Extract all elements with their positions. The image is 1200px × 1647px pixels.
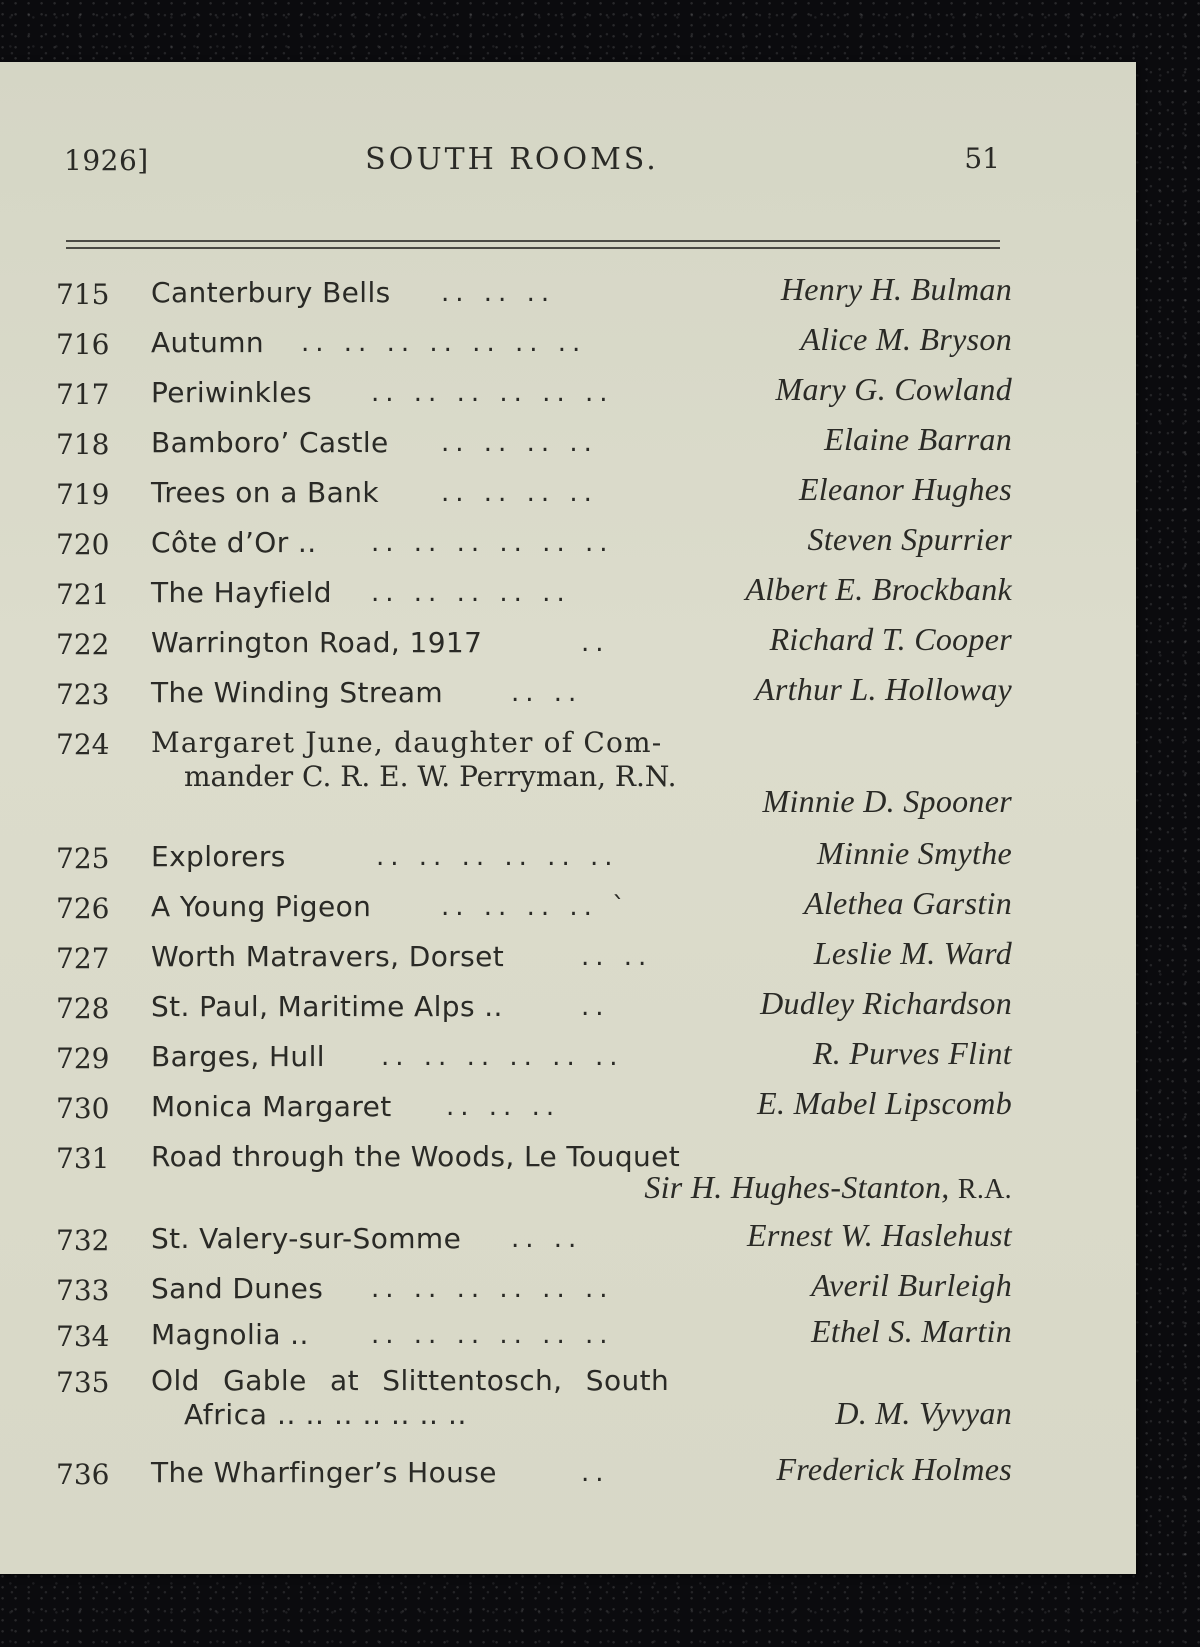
entry-title: St. Paul, Maritime Alps .. xyxy=(151,990,503,1023)
entry-number: 726 xyxy=(56,892,110,925)
entry-artist: Richard T. Cooper xyxy=(769,621,1012,657)
entry-number: 732 xyxy=(56,1224,110,1257)
dot-leader: .. .. xyxy=(511,1224,583,1254)
entry-artist: Dudley Richardson xyxy=(760,985,1012,1021)
dot-leader: .. .. .. .. .. .. xyxy=(371,1320,614,1350)
entry-number: 724 xyxy=(56,728,110,761)
entry-718 xyxy=(56,421,1012,476)
dot-leader: .. .. .. .. .. .. xyxy=(376,842,619,872)
entry-title: Autumn xyxy=(151,326,265,359)
dot-leader: .. .. .. xyxy=(446,1092,561,1122)
entry-title-continued: mander C. R. E. W. Perryman, R.N. xyxy=(184,760,677,793)
entry-artist: R. Purves Flint xyxy=(812,1035,1012,1071)
entry-artist: Alethea Garstin xyxy=(803,885,1012,921)
entry-number: 734 xyxy=(56,1320,110,1353)
entry-artist: Minnie D. Spooner xyxy=(762,783,1012,819)
entry-title: St. Valery-sur-Somme xyxy=(151,1222,462,1255)
dot-leader: .. .. xyxy=(511,678,583,708)
entry-number: 715 xyxy=(56,278,110,311)
entry-number: 725 xyxy=(56,842,110,875)
entry-736 xyxy=(56,1451,1012,1506)
entry-721 xyxy=(56,571,1012,626)
entry-title: The Hayfield xyxy=(151,576,332,609)
entry-title: Trees on a Bank xyxy=(151,476,379,509)
entry-number: 731 xyxy=(56,1142,110,1175)
entry-title-continued: Africa .. .. .. .. .. .. .. xyxy=(184,1398,467,1431)
entry-729 xyxy=(56,1035,1012,1090)
entry-title: Periwinkles xyxy=(151,376,313,409)
header-double-rule xyxy=(66,240,1000,249)
entry-artist: Frederick Holmes xyxy=(776,1451,1012,1487)
entry-artist xyxy=(644,1170,1012,1207)
entry-733 xyxy=(56,1267,1012,1318)
entry-title: Magnolia .. xyxy=(151,1318,309,1351)
entry-title: The Wharfinger’s House xyxy=(151,1456,497,1489)
entry-artist: Mary G. Cowland xyxy=(775,371,1012,407)
catalogue-page xyxy=(0,62,1136,1574)
entry-730 xyxy=(56,1085,1012,1140)
entry-title: The Winding Stream xyxy=(151,676,444,709)
entry-732 xyxy=(56,1217,1012,1272)
entry-719 xyxy=(56,471,1012,526)
dot-leader: .. .. .. .. xyxy=(441,428,598,458)
entry-723 xyxy=(56,671,1012,726)
entry-727 xyxy=(56,935,1012,990)
dot-leader: .. .. .. xyxy=(441,278,556,308)
entry-artist: Alice M. Bryson xyxy=(800,321,1012,357)
entry-734 xyxy=(56,1313,1012,1364)
dot-leader: .. .. xyxy=(581,942,653,972)
entry-number: 722 xyxy=(56,628,110,661)
entry-722 xyxy=(56,621,1012,676)
entry-725 xyxy=(56,835,1012,890)
entry-number: 736 xyxy=(56,1458,110,1491)
entry-number: 733 xyxy=(56,1274,110,1307)
entry-717 xyxy=(56,371,1012,426)
entry-artist: Averil Burleigh xyxy=(811,1267,1012,1303)
entry-title: Old Gable at Slittentosch, South xyxy=(151,1364,670,1397)
entry-title: Barges, Hull xyxy=(151,1040,325,1073)
entry-title: Sand Dunes xyxy=(151,1272,324,1305)
dot-leader: .. xyxy=(581,1458,610,1488)
entry-number: 716 xyxy=(56,328,110,361)
entry-735 xyxy=(56,1364,1012,1456)
entry-728 xyxy=(56,985,1012,1040)
page-number: 51 xyxy=(964,142,1000,175)
entry-720 xyxy=(56,521,1012,576)
entry-artist: Leslie M. Ward xyxy=(813,935,1012,971)
entry-artist: Ernest W. Haslehust xyxy=(747,1217,1012,1253)
dot-leader: .. .. .. .. .. .. xyxy=(371,1274,614,1304)
entry-artist: Ethel S. Martin xyxy=(811,1313,1012,1349)
header-title: SOUTH ROOMS. xyxy=(365,142,659,177)
entry-title: Warrington Road, 1917 xyxy=(151,626,483,659)
entries-list xyxy=(56,271,1012,1506)
entry-artist: D. M. Vyvyan xyxy=(835,1395,1012,1431)
dot-leader: .. .. .. .. ` xyxy=(441,892,632,922)
entry-number: 730 xyxy=(56,1092,110,1125)
entry-artist: Minnie Smythe xyxy=(817,835,1012,871)
entry-number: 721 xyxy=(56,578,110,611)
entry-number: 718 xyxy=(56,428,110,461)
entry-artist: Albert E. Brockbank xyxy=(745,571,1012,607)
entry-731 xyxy=(56,1140,1012,1222)
entry-artist: Eleanor Hughes xyxy=(798,471,1012,507)
entry-724 xyxy=(56,726,1012,840)
entry-number: 728 xyxy=(56,992,110,1025)
entry-715 xyxy=(56,271,1012,326)
dot-leader: .. .. .. .. xyxy=(441,478,598,508)
entry-number: 735 xyxy=(56,1366,110,1399)
page-header xyxy=(64,138,1000,184)
entry-title: Bamboro’ Castle xyxy=(151,426,389,459)
entry-title: Explorers xyxy=(151,840,286,873)
entry-title: Road through the Woods, Le Touquet xyxy=(151,1140,681,1173)
entry-number: 727 xyxy=(56,942,110,975)
entry-artist: Arthur L. Holloway xyxy=(755,671,1012,707)
dot-leader: .. .. .. .. .. xyxy=(371,578,571,608)
entry-artist: E. Mabel Lipscomb xyxy=(757,1085,1012,1121)
entry-number: 729 xyxy=(56,1042,110,1075)
entry-number: 720 xyxy=(56,528,110,561)
entry-726 xyxy=(56,885,1012,940)
dot-leader: .. .. .. .. .. .. xyxy=(381,1042,624,1072)
entry-title: Côte d’Or .. xyxy=(151,526,317,559)
dot-leader: .. xyxy=(581,992,610,1022)
entry-artist: Elaine Barran xyxy=(824,421,1012,457)
entry-title: Worth Matravers, Dorset xyxy=(151,940,505,973)
entry-number: 723 xyxy=(56,678,110,711)
dot-leader: .. .. .. .. .. .. .. xyxy=(301,328,587,358)
entry-artist: Steven Spurrier xyxy=(807,521,1012,557)
entry-title: Margaret June, daughter of Com- xyxy=(151,726,663,759)
entry-number: 717 xyxy=(56,378,110,411)
entry-artist: Henry H. Bulman xyxy=(780,271,1012,307)
entry-number: 719 xyxy=(56,478,110,511)
entry-title: Canterbury Bells xyxy=(151,276,391,309)
header-year: 1926] xyxy=(64,144,149,177)
entry-title: Monica Margaret xyxy=(151,1090,392,1123)
artist-honour: R.A. xyxy=(957,1174,1012,1205)
dot-leader: .. .. .. .. .. .. xyxy=(371,378,614,408)
entry-title: A Young Pigeon xyxy=(151,890,372,923)
dot-leader: .. xyxy=(581,628,610,658)
artist-name: Sir H. Hughes-Stanton, xyxy=(644,1169,950,1205)
dot-leader: .. .. .. .. .. .. xyxy=(371,528,614,558)
entry-716 xyxy=(56,321,1012,376)
